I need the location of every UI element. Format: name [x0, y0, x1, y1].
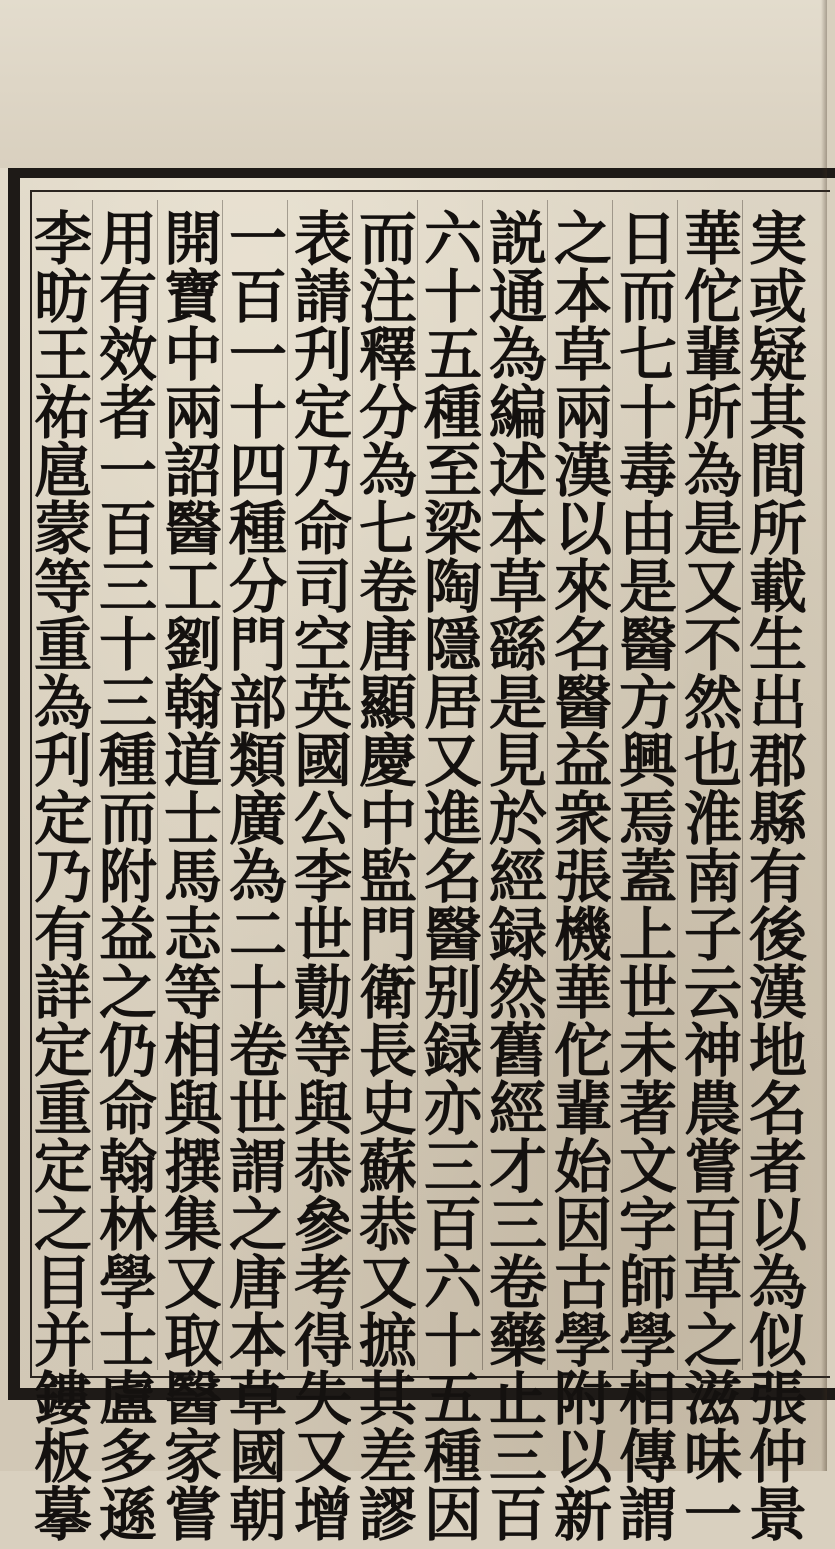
- text-column-5: [480, 205, 556, 1549]
- glyph: 草: [553, 321, 612, 389]
- glyph: 載: [748, 553, 807, 621]
- glyph: 中: [358, 785, 417, 853]
- glyph: 郡: [748, 727, 807, 795]
- glyph: 效: [98, 321, 157, 389]
- glyph: 志: [163, 901, 222, 969]
- glyph: 因: [423, 1481, 482, 1549]
- glyph: 後: [748, 901, 807, 969]
- glyph: 始: [553, 1133, 612, 1201]
- glyph: 重: [33, 1075, 92, 1143]
- glyph: 相: [618, 1365, 677, 1433]
- glyph: 由: [618, 495, 677, 563]
- glyph: 釋: [358, 321, 417, 389]
- glyph: 間: [748, 437, 807, 505]
- glyph: 蓋: [618, 843, 677, 911]
- page-edge-shadow: [821, 0, 827, 1471]
- glyph: 者: [748, 1133, 807, 1201]
- glyph: 盧: [98, 1365, 157, 1433]
- glyph: 新: [553, 1481, 612, 1549]
- glyph: 其: [748, 379, 807, 447]
- glyph: 扈: [33, 437, 92, 505]
- glyph: 詔: [163, 437, 222, 505]
- glyph: 板: [33, 1423, 92, 1491]
- glyph: 門: [358, 901, 417, 969]
- text-column-4: [545, 205, 621, 1549]
- glyph: 又: [293, 1423, 352, 1491]
- glyph: 以: [553, 495, 612, 563]
- glyph: 佗: [553, 1017, 612, 1085]
- glyph: 種: [98, 727, 157, 795]
- glyph: 勣: [293, 959, 352, 1027]
- glyph: 分: [228, 553, 287, 621]
- glyph: 之: [98, 959, 157, 1027]
- glyph: 用: [98, 205, 157, 273]
- glyph: 滋: [683, 1365, 742, 1433]
- glyph: 取: [163, 1307, 222, 1375]
- glyph: 所: [683, 379, 742, 447]
- text-column-7: [350, 205, 426, 1549]
- glyph: 鏤: [33, 1365, 92, 1433]
- glyph: 廣: [228, 785, 287, 853]
- glyph: 名: [553, 611, 612, 679]
- glyph: 馬: [163, 843, 222, 911]
- glyph: 祐: [33, 379, 92, 447]
- glyph: 卷: [358, 553, 417, 621]
- glyph: 而: [618, 263, 677, 331]
- glyph: 差: [358, 1423, 417, 1491]
- glyph: 上: [618, 901, 677, 969]
- glyph: 十: [618, 379, 677, 447]
- glyph: 百: [228, 263, 287, 331]
- glyph: 以: [748, 1191, 807, 1259]
- glyph: 一: [228, 321, 287, 389]
- glyph: 摹: [33, 1481, 92, 1549]
- glyph: 縣: [748, 785, 807, 853]
- glyph: 謬: [358, 1481, 417, 1549]
- glyph: 三: [488, 1423, 547, 1491]
- glyph: 張: [553, 843, 612, 911]
- glyph: 張: [748, 1365, 807, 1433]
- glyph: 梁: [423, 495, 482, 563]
- glyph: 因: [553, 1191, 612, 1259]
- glyph: 又: [423, 727, 482, 795]
- glyph: 所: [748, 495, 807, 563]
- glyph: 三: [98, 669, 157, 737]
- text-column-1: [740, 205, 816, 1549]
- glyph: 定: [33, 1017, 92, 1085]
- glyph: 一: [228, 205, 287, 273]
- glyph: 亦: [423, 1075, 482, 1143]
- glyph: 部: [228, 669, 287, 737]
- glyph: 陶: [423, 553, 482, 621]
- text-column-12: [25, 205, 101, 1549]
- glyph: 寶: [163, 263, 222, 331]
- glyph: 李: [33, 205, 92, 273]
- glyph: 司: [293, 553, 352, 621]
- glyph: 草: [683, 1249, 742, 1317]
- glyph: 三: [488, 1191, 547, 1259]
- glyph: 撰: [163, 1133, 222, 1201]
- glyph: 唐: [228, 1249, 287, 1317]
- glyph: 益: [553, 727, 612, 795]
- glyph: 類: [228, 727, 287, 795]
- glyph: 五: [423, 1365, 482, 1433]
- glyph: 漢: [748, 959, 807, 1027]
- glyph: 味: [683, 1423, 742, 1491]
- glyph: 輩: [683, 321, 742, 389]
- top-margin: [0, 0, 827, 168]
- glyph: 子: [683, 901, 742, 969]
- glyph: 慶: [358, 727, 417, 795]
- glyph: 其: [358, 1365, 417, 1433]
- glyph: 種: [423, 1423, 482, 1491]
- glyph: 種: [228, 495, 287, 563]
- glyph: 方: [618, 669, 677, 737]
- glyph: 刋: [293, 321, 352, 389]
- glyph: 衆: [553, 785, 612, 853]
- glyph: 林: [98, 1191, 157, 1259]
- glyph: 李: [293, 843, 352, 911]
- glyph: 四: [228, 437, 287, 505]
- glyph: 士: [163, 785, 222, 853]
- glyph: 蒙: [33, 495, 92, 563]
- glyph: 翰: [98, 1133, 157, 1201]
- glyph: 工: [163, 553, 222, 621]
- glyph: 又: [163, 1249, 222, 1317]
- glyph: 居: [423, 669, 482, 737]
- glyph: 繇: [488, 611, 547, 679]
- glyph: 别: [423, 959, 482, 1027]
- glyph: 草: [488, 553, 547, 621]
- glyph: 醫: [163, 495, 222, 563]
- glyph: 國: [293, 727, 352, 795]
- glyph: 十: [228, 959, 287, 1027]
- glyph: 至: [423, 437, 482, 505]
- glyph: 南: [683, 843, 742, 911]
- glyph: 淮: [683, 785, 742, 853]
- glyph: 士: [98, 1307, 157, 1375]
- glyph: 説: [488, 205, 547, 273]
- glyph: 才: [488, 1133, 547, 1201]
- glyph: 為: [33, 669, 92, 737]
- glyph: 地: [748, 1017, 807, 1085]
- glyph: 見: [488, 727, 547, 795]
- glyph: 出: [748, 669, 807, 737]
- glyph: 文: [618, 1133, 677, 1201]
- glyph: 長: [358, 1017, 417, 1085]
- glyph: 録: [488, 901, 547, 969]
- glyph: 舊: [488, 1017, 547, 1085]
- glyph: 并: [33, 1307, 92, 1375]
- glyph: 名: [748, 1075, 807, 1143]
- glyph: 又: [683, 553, 742, 621]
- glyph: 乃: [33, 843, 92, 911]
- glyph: 編: [488, 379, 547, 447]
- glyph: 參: [293, 1191, 352, 1259]
- glyph: 多: [98, 1423, 157, 1491]
- glyph: 本: [228, 1307, 287, 1375]
- glyph: 華: [683, 205, 742, 273]
- glyph: 王: [33, 321, 92, 389]
- glyph: 劉: [163, 611, 222, 679]
- glyph: 十: [228, 379, 287, 447]
- glyph: 門: [228, 611, 287, 679]
- glyph: 唐: [358, 611, 417, 679]
- glyph: 有: [748, 843, 807, 911]
- glyph: 隱: [423, 611, 482, 679]
- glyph: 衛: [358, 959, 417, 1027]
- glyph: 仲: [748, 1423, 807, 1491]
- glyph: 七: [358, 495, 417, 563]
- glyph: 集: [163, 1191, 222, 1259]
- glyph: 百: [683, 1191, 742, 1259]
- text-column-10: [155, 205, 231, 1549]
- glyph: 表: [293, 205, 352, 273]
- glyph: 家: [163, 1423, 222, 1491]
- glyph: 中: [163, 321, 222, 389]
- glyph: 分: [358, 379, 417, 447]
- glyph: 未: [618, 1017, 677, 1085]
- glyph: 來: [553, 553, 612, 621]
- glyph: 毒: [618, 437, 677, 505]
- glyph: 世: [293, 901, 352, 969]
- text-column-8: [285, 205, 361, 1549]
- glyph: 一: [683, 1481, 742, 1549]
- glyph: 命: [293, 495, 352, 563]
- text-block: [33, 200, 820, 1549]
- glyph: 録: [423, 1017, 482, 1085]
- glyph: 世: [228, 1075, 287, 1143]
- glyph: 摭: [358, 1307, 417, 1375]
- glyph: 之: [228, 1191, 287, 1259]
- glyph: 或: [748, 263, 807, 331]
- glyph: 六: [423, 205, 482, 273]
- glyph: 本: [553, 263, 612, 331]
- glyph: 等: [163, 959, 222, 1027]
- glyph: 二: [228, 901, 287, 969]
- glyph: 本: [488, 495, 547, 563]
- glyph: 學: [618, 1307, 677, 1375]
- glyph: 嘗: [163, 1481, 222, 1549]
- glyph: 種: [423, 379, 482, 447]
- glyph: 似: [748, 1307, 807, 1375]
- glyph: 百: [98, 495, 157, 563]
- glyph: 翰: [163, 669, 222, 737]
- glyph: 字: [618, 1191, 677, 1259]
- glyph: 益: [98, 901, 157, 969]
- glyph: 兩: [553, 379, 612, 447]
- glyph: 然: [683, 669, 742, 737]
- glyph: 為: [358, 437, 417, 505]
- glyph: 經: [488, 1075, 547, 1143]
- glyph: 師: [618, 1249, 677, 1317]
- glyph: 定: [293, 379, 352, 447]
- glyph: 又: [358, 1249, 417, 1317]
- glyph: 以: [553, 1423, 612, 1491]
- glyph: 國: [228, 1423, 287, 1491]
- glyph: 是: [488, 669, 547, 737]
- glyph: 十: [423, 1307, 482, 1375]
- glyph: 恭: [293, 1133, 352, 1201]
- glyph: 等: [33, 553, 92, 621]
- glyph: 得: [293, 1307, 352, 1375]
- glyph: 然: [488, 959, 547, 1027]
- glyph: 與: [293, 1075, 352, 1143]
- glyph: 止: [488, 1365, 547, 1433]
- glyph: 十: [98, 611, 157, 679]
- glyph: 為: [488, 321, 547, 389]
- glyph: 學: [98, 1249, 157, 1317]
- glyph: 於: [488, 785, 547, 853]
- glyph: 請: [293, 263, 352, 331]
- glyph: 增: [293, 1481, 352, 1549]
- glyph: 監: [358, 843, 417, 911]
- glyph: 刋: [33, 727, 92, 795]
- glyph: 七: [618, 321, 677, 389]
- glyph: 蘇: [358, 1133, 417, 1201]
- glyph: 機: [553, 901, 612, 969]
- glyph: 醫: [618, 611, 677, 679]
- glyph: 定: [33, 785, 92, 853]
- glyph: 醫: [423, 901, 482, 969]
- glyph: 重: [33, 611, 92, 679]
- glyph: 遜: [98, 1481, 157, 1549]
- glyph: 之: [33, 1191, 92, 1259]
- glyph: 漢: [553, 437, 612, 505]
- glyph: 三: [98, 553, 157, 621]
- glyph: 世: [618, 959, 677, 1027]
- glyph: 昉: [33, 263, 92, 331]
- glyph: 謂: [228, 1133, 287, 1201]
- glyph: 華: [553, 959, 612, 1027]
- glyph: 兩: [163, 379, 222, 447]
- glyph: 佗: [683, 263, 742, 331]
- glyph: 命: [98, 1075, 157, 1143]
- glyph: 三: [423, 1133, 482, 1201]
- glyph: 興: [618, 727, 677, 795]
- glyph: 五: [423, 321, 482, 389]
- glyph: 著: [618, 1075, 677, 1143]
- text-column-11: [90, 205, 166, 1549]
- glyph: 也: [683, 727, 742, 795]
- glyph: 恭: [358, 1191, 417, 1259]
- glyph: 學: [553, 1307, 612, 1375]
- glyph: 藥: [488, 1307, 547, 1375]
- glyph: 有: [98, 263, 157, 331]
- glyph: 為: [748, 1249, 807, 1317]
- glyph: 通: [488, 263, 547, 331]
- glyph: 相: [163, 1017, 222, 1085]
- text-column-2: [675, 205, 751, 1549]
- glyph: 古: [553, 1249, 612, 1317]
- glyph: 公: [293, 785, 352, 853]
- glyph: 輩: [553, 1075, 612, 1143]
- glyph: 英: [293, 669, 352, 737]
- glyph: 詳: [33, 959, 92, 1027]
- glyph: 述: [488, 437, 547, 505]
- glyph: 之: [553, 205, 612, 273]
- glyph: 醫: [553, 669, 612, 737]
- text-column-9: [220, 205, 296, 1549]
- glyph: 而: [358, 205, 417, 273]
- glyph: 定: [33, 1133, 92, 1201]
- glyph: 道: [163, 727, 222, 795]
- text-column-6: [415, 205, 491, 1549]
- glyph: 為: [228, 843, 287, 911]
- glyph: 而: [98, 785, 157, 853]
- glyph: 六: [423, 1249, 482, 1317]
- glyph: 生: [748, 611, 807, 679]
- glyph: 開: [163, 205, 222, 273]
- glyph: 一: [98, 437, 157, 505]
- glyph: 名: [423, 843, 482, 911]
- glyph: 附: [553, 1365, 612, 1433]
- glyph: 有: [33, 901, 92, 969]
- glyph: 空: [293, 611, 352, 679]
- glyph: 卷: [488, 1249, 547, 1317]
- glyph: 乃: [293, 437, 352, 505]
- glyph: 草: [228, 1365, 287, 1433]
- glyph: 実: [748, 205, 807, 273]
- glyph: 云: [683, 959, 742, 1027]
- glyph: 考: [293, 1249, 352, 1317]
- glyph: 朝: [228, 1481, 287, 1549]
- glyph: 史: [358, 1075, 417, 1143]
- glyph: 進: [423, 785, 482, 853]
- glyph: 景: [748, 1481, 807, 1549]
- glyph: 是: [683, 495, 742, 563]
- glyph: 等: [293, 1017, 352, 1085]
- glyph: 為: [683, 437, 742, 505]
- glyph: 目: [33, 1249, 92, 1317]
- glyph: 是: [618, 553, 677, 621]
- text-column-3: [610, 205, 686, 1549]
- glyph: 十: [423, 263, 482, 331]
- glyph: 百: [423, 1191, 482, 1259]
- glyph: 者: [98, 379, 157, 447]
- glyph: 附: [98, 843, 157, 911]
- glyph: 傳: [618, 1423, 677, 1491]
- glyph: 嘗: [683, 1133, 742, 1201]
- glyph: 焉: [618, 785, 677, 853]
- glyph: 注: [358, 263, 417, 331]
- glyph: 神: [683, 1017, 742, 1085]
- glyph: 仍: [98, 1017, 157, 1085]
- glyph: 與: [163, 1075, 222, 1143]
- glyph: 不: [683, 611, 742, 679]
- glyph: 百: [488, 1481, 547, 1549]
- glyph: 農: [683, 1075, 742, 1143]
- glyph: 日: [618, 205, 677, 273]
- glyph: 失: [293, 1365, 352, 1433]
- glyph: 謂: [618, 1481, 677, 1549]
- glyph: 之: [683, 1307, 742, 1375]
- glyph: 疑: [748, 321, 807, 389]
- glyph: 顯: [358, 669, 417, 737]
- glyph: 醫: [163, 1365, 222, 1433]
- glyph: 卷: [228, 1017, 287, 1085]
- glyph: 經: [488, 843, 547, 911]
